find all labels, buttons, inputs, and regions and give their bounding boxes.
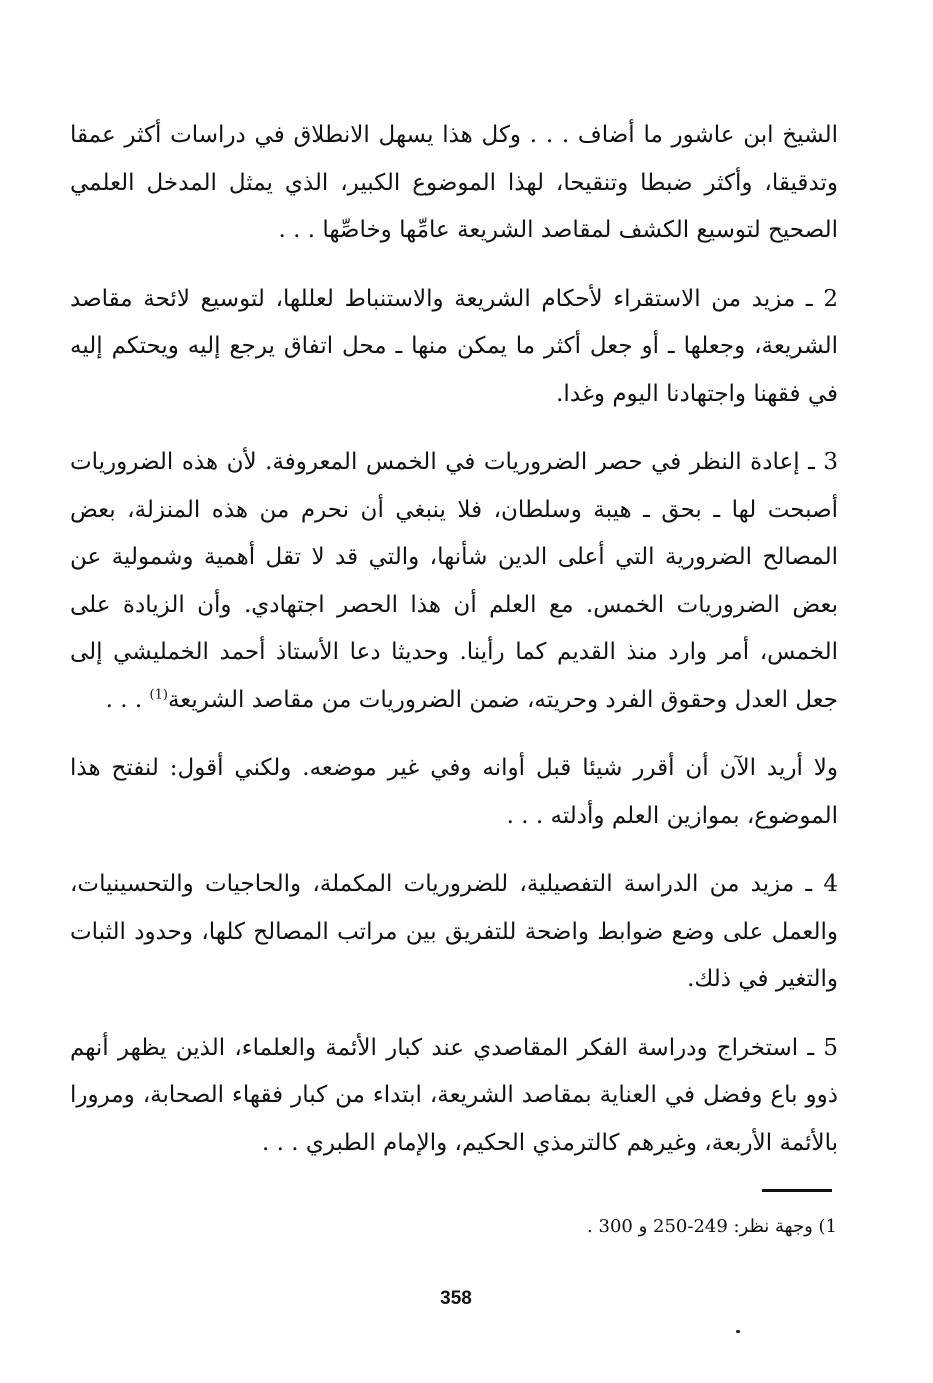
paragraph-4: ولا أريد الآن أن أقرر شيئا قبل أوانه وفي غير موضعه. ولكني أقول: لنفتح هذا الموضوع، بموازين العلم وأدلته . . . [70,755,838,829]
page-number: 358 [440,1288,472,1309]
scan-speck [736,1330,740,1333]
paragraph-2: 2 ـ مزيد من الاستقراء لأحكام الشريعة والاستنباط لعللها، لتوسيع لائحة مقاصد الشريعة، وجعلها ـ أو جعل أكثر ما يمكن منها ـ محل اتفاق يرجع إليه ويحتكم إليه في فقهنا واجتهادنا اليوم وغدا. [70,285,838,407]
paragraph-3 [70,439,838,724]
paragraph-6: 5 ـ استخراج ودراسة الفكر المقاصدي عند كبار الأئمة والعلماء، الذين يظهر أنهم ذوو باع وفضل في العناية بمقاصد الشريعة، ابتداء من كبار فقهاء الصحابة، ومرورا بالأئمة الأربعة، وغيرهم كالترمذي الحكيم، والإمام الطبري . . . [70,1034,838,1156]
paragraph-5: 4 ـ مزيد من الدراسة التفصيلية، للضروريات المكملة، والحاجيات والتحسينيات، والعمل على وضع ضوابط واضحة للتفريق بين مراتب المصالح كلها، وحدود الثبات والتغير في ذلك. [70,871,838,992]
footnote-divider [762,1189,832,1192]
paragraph-1: الشيخ ابن عاشور ما أضاف . . . وكل هذا يسهل الانطلاق في دراسات أكثر عمقا وتدقيقا، وأكثر ضبطا وتنقيحا، لهذا الموضوع الكبير، الذي يمثل المدخل العلمي الصحيح لتوسيع الكشف لمقاصد الشريعة عامِّها وخاصِّها . . . [70,122,838,243]
paragraph-3-ellipsis: . . . [105,686,143,713]
footnote-reference[interactable]: (1) [149,686,168,702]
footnote: 1) وجهة نظر: 249-250 و 300 . [587,1216,837,1237]
body-text [70,112,838,1188]
paragraph-3-text: 3 ـ إعادة النظر في حصر الضروريات في الخمس المعروفة. لأن هذه الضروريات أصبحت لها ـ بحق ـ هيبة وسلطان، فلا ينبغي أن نحرم من هذه المنزلة، بعض المصالح الضرورية التي أعلى الدين شأنها، والتي قد لا تقل أهمية وشمولية عن بعض الضروريات الخمس. مع العلم أن هذا الحصر اجتهادي. وأن الزيادة على الخمس، أمر وارد منذ القديم كما رأينا. وحديثا دعا الأستاذ أحمد الخمليشي إلى جعل العدل وحقوق الفرد وحريته، ضمن الضروريات من مقاصد الشريعة [70,449,838,713]
